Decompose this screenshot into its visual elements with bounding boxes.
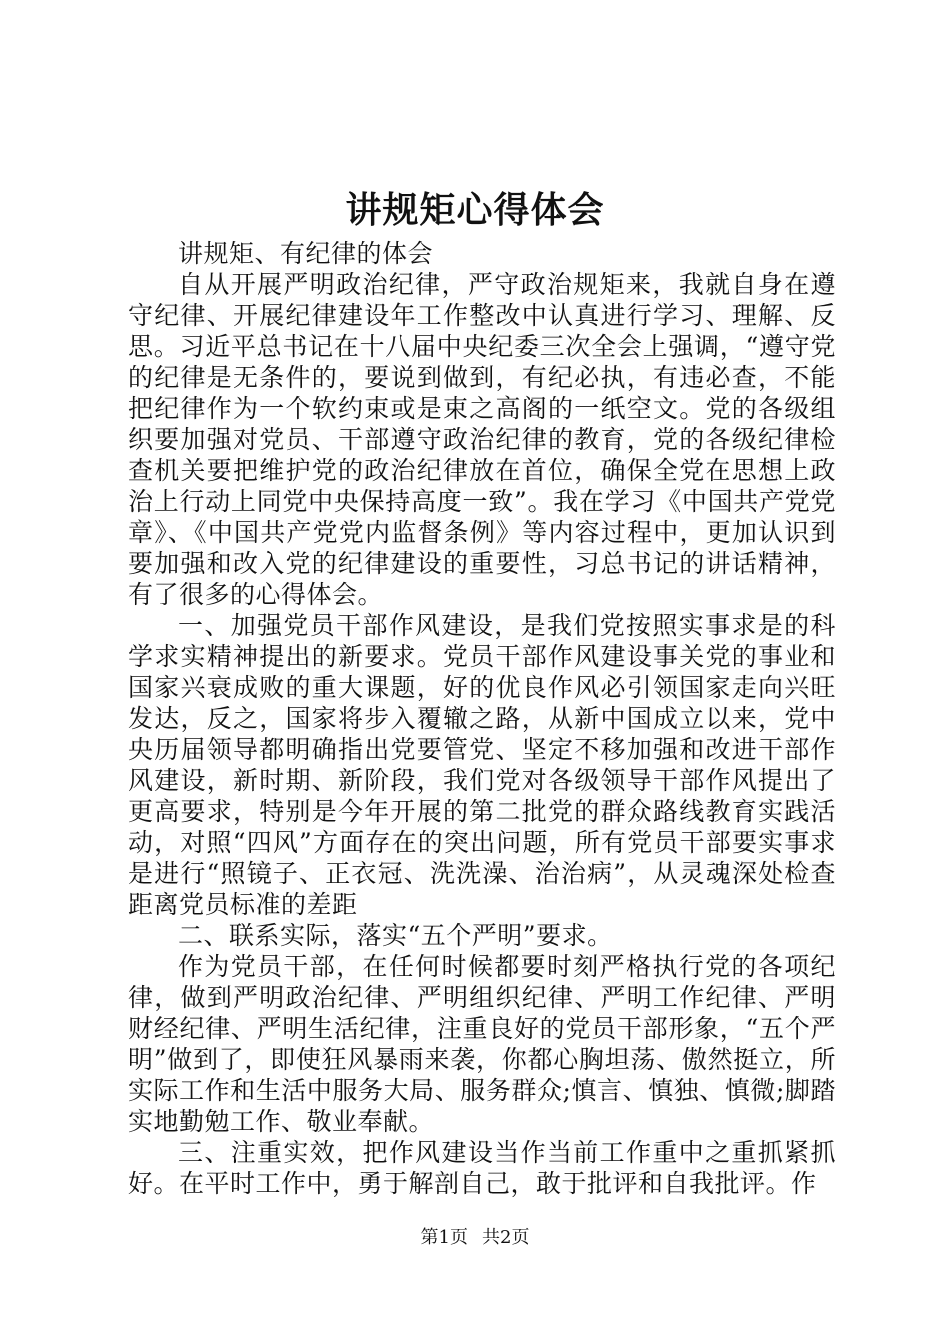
page-number: 第1页 (420, 1227, 468, 1248)
paragraph-point-one: 一、加强党员干部作风建设，是我们党按照实事求是的科学求实精神提出的新要求。党员干部作风建设事关党的事业和国家兴衰成败的重大课题，好的优良作风必引领国家走向兴旺发达，反之，国家将步入覆辙之路，从新中国成立以来，党中央历届领导都明确指出党要管党、坚定不移加强和改进干部作风建设，新时期、新阶段，我们党对各级领导干部作风提出了更高要求，特别是今年开展的第二批党的群众路线教育实践活动，对照“四风”方面存在的突出问题，所有党员干部要实事求是进行“照镜子、正衣冠、洗洗澡、治治病”，从灵魂深处检查距离党员标准的差距 (128, 611, 836, 919)
page-footer (0, 1226, 950, 1250)
paragraph-point-three: 三、注重实效，把作风建设当作当前工作重中之重抓紧抓好。在平时工作中，勇于解剖自己，敢于批评和自我批评。作 (128, 1138, 836, 1198)
paragraph-subtitle: 讲规矩、有纪律的体会 (178, 239, 434, 268)
document-body (128, 238, 836, 1199)
paragraph-intro: 自从开展严明政治纪律，严守政治规矩来，我就自身在遵守纪律、开展纪律建设年工作整改中认真进行学习、理解、反思。习近平总书记在十八届中央纪委三次全会上强调，“遵守党的纪律是无条件的，要说到做到，有纪必执，有违必查，不能把纪律作为一个软约束或是束之高阁的一纸空文。党的各级组织要加强对党员、干部遵守政治纪律的教育，党的各级纪律检查机关要把维护党的政治纪律放在首位，确保全党在思想上政治上行动上同党中央保持高度一致”。我在学习《中国共产党党章》、《中国共产党党内监督条例》等内容过程中，更加认识到要加强和改入党的纪律建设的重要性，习总书记的讲话精神，有了很多的心得体会。 (128, 270, 836, 609)
page-total: 共2页 (482, 1227, 530, 1248)
paragraph-point-two: 作为党员干部，在任何时候都要时刻严格执行党的各项纪律，做到严明政治纪律、严明组织纪律、严明工作纪律、严明财经纪律、严明生活纪律，注重良好的党员干部形象，“五个严明”做到了，即使狂风暴雨来袭，你都心胸坦荡、傲然挺立，所实际工作和生活中服务大局、服务群众;慎言、慎独、慎微;脚踏实地勤勉工作、敬业奉献。 (128, 952, 836, 1136)
document-title: 讲规矩心得体会 (345, 189, 605, 231)
paragraph-point-two-heading: 二、联系实际，落实“五个严明”要求。 (178, 921, 613, 950)
